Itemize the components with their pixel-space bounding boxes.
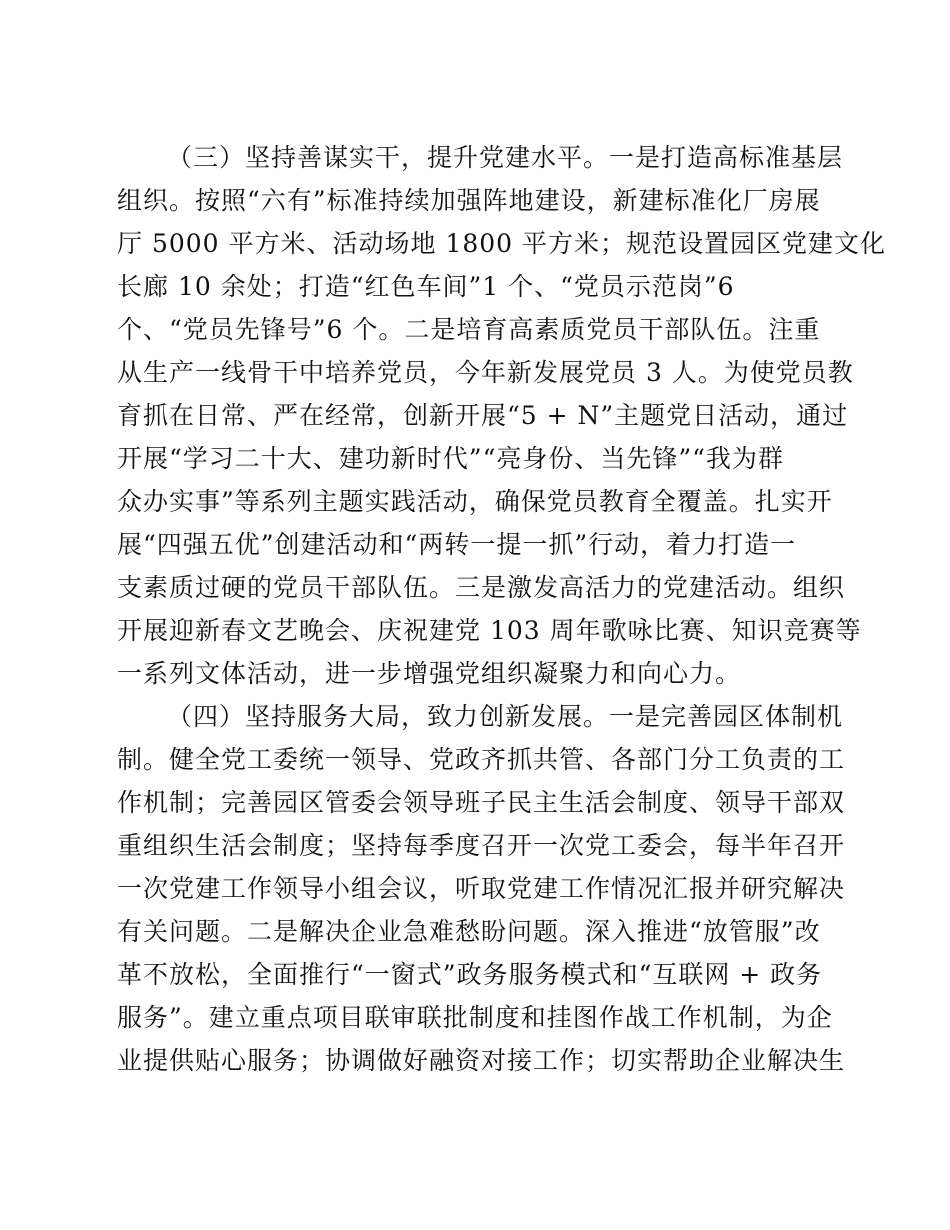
paragraph-line: 个、“党员先锋号”6 个。二是培育高素质党员干部队伍。注重 (117, 315, 821, 344)
paragraph-line: 组织。按照“六有”标准持续加强阵地建设，新建标准化厂房展 (117, 186, 821, 215)
paragraph-line: 一次党建工作领导小组会议，听取党建工作情况汇报并研究解决 (117, 874, 846, 903)
paragraph-line: 从生产一线骨干中培养党员，今年新发展党员 3 人。为使党员教 (117, 358, 854, 387)
paragraph-line: 有关问题。二是解决企业急难愁盼问题。深入推进“放管服”改 (117, 917, 821, 946)
paragraph-line: 业提供贴心服务；协调做好融资对接工作；切实帮助企业解决生 (117, 1046, 846, 1075)
paragraph-line: 服务”。建立重点项目联审联批制度和挂图作战工作机制，为企 (117, 1003, 833, 1032)
paragraph-line: 革不放松，全面推行“一窗式”政务服务模式和“互联网 + 政务 (117, 960, 823, 989)
paragraph-line: 作机制；完善园区管委会领导班子民主生活会制度、领导干部双 (117, 788, 846, 817)
paragraph-line: 重组织生活会制度；坚持每季度召开一次党工委会，每半年召开 (117, 831, 846, 860)
paragraph-line: （三）坚持善谋实干，提升党建水平。一是打造高标准基层 (167, 143, 844, 172)
paragraph-line: 展“四强五优”创建活动和“两转一提一抓”行动，着力打造一 (117, 530, 797, 559)
paragraph-line: 厅 5000 平方米、活动场地 1800 平方米；规范设置园区党建文化 (117, 229, 887, 258)
paragraph-line: 育抓在日常、严在经常，创新开展“5 + N”主题党日活动，通过 (117, 401, 849, 430)
paragraph-line: 开展迎新春文艺晚会、庆祝建党 103 周年歌咏比赛、知识竞赛等 (117, 616, 862, 645)
paragraph-line: 开展“学习二十大、建功新时代”“亮身份、当先锋”“我为群 (117, 444, 784, 473)
paragraph-line: 支素质过硬的党员干部队伍。三是激发高活力的党建活动。组织 (117, 573, 846, 602)
paragraph-line: 一系列文体活动，进一步增强党组织凝聚力和向心力。 (117, 659, 742, 688)
paragraph-line: 长廊 10 余处；打造“红色车间”1 个、“党员示范岗”6 (117, 272, 735, 301)
paragraph-line: 众办实事”等系列主题实践活动，确保党员教育全覆盖。扎实开 (117, 487, 833, 516)
paragraph-line: （四）坚持服务大局，致力创新发展。一是完善园区体制机 (167, 702, 844, 731)
paragraph-line: 制。健全党工委统一领导、党政齐抓共管、各部门分工负责的工 (117, 745, 846, 774)
